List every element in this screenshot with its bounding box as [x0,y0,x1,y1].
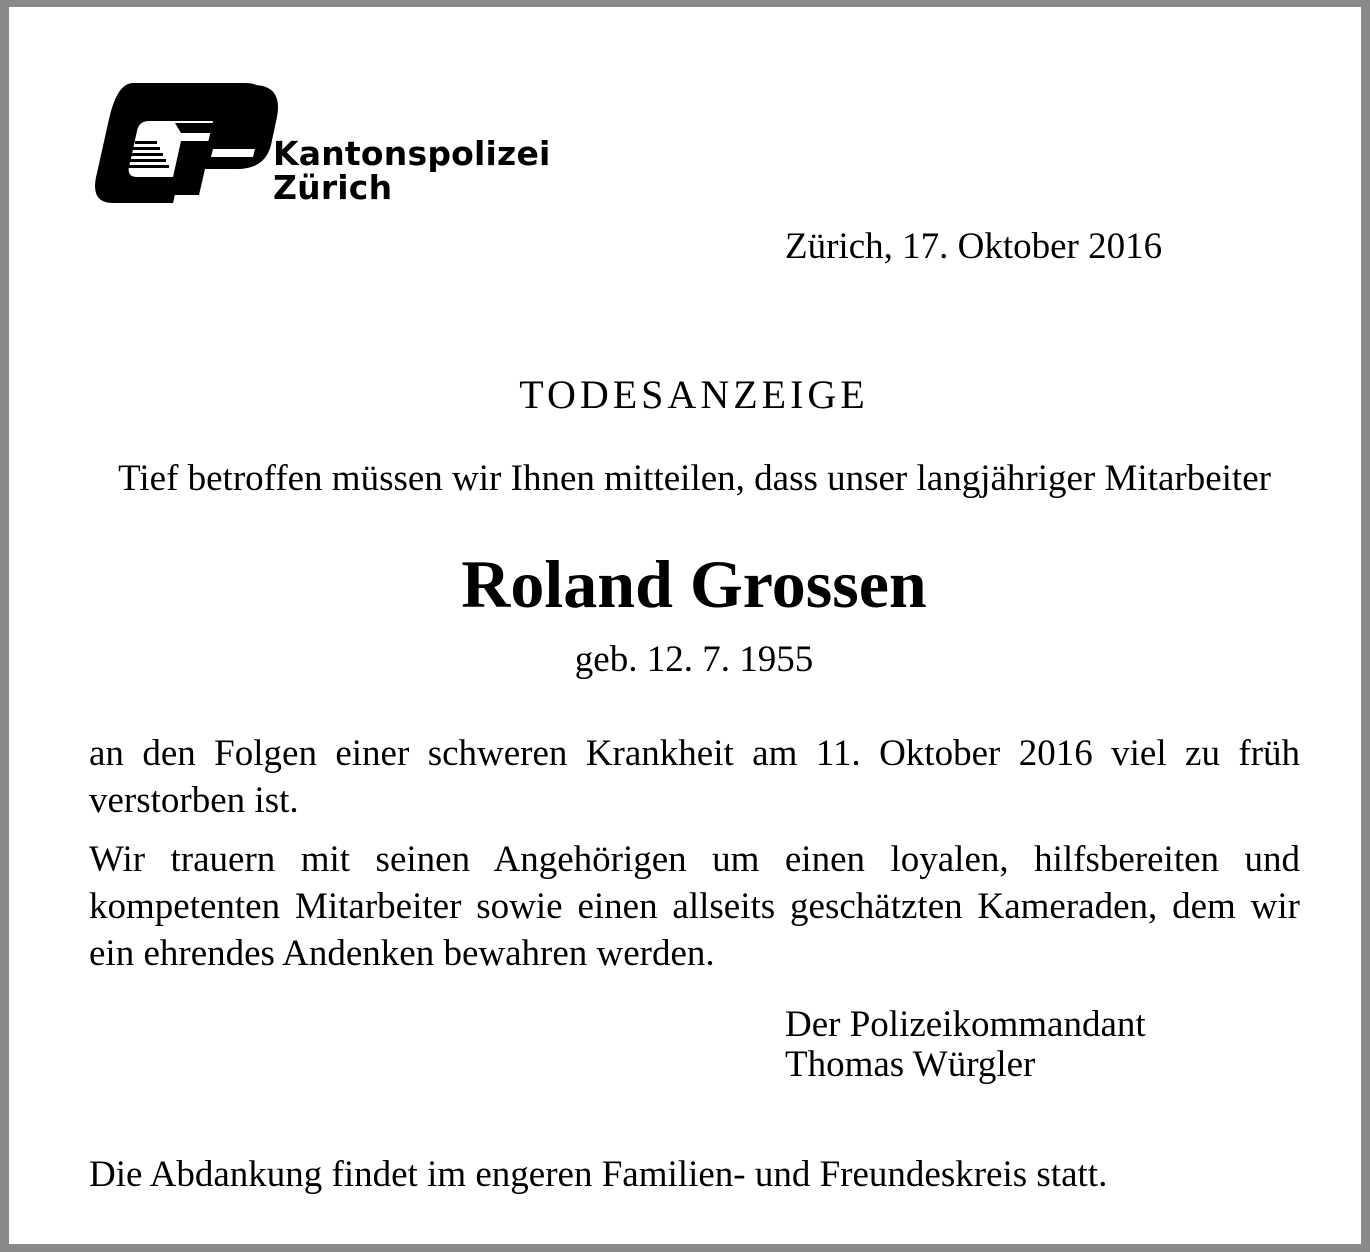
signature-block [785,1005,1146,1085]
logo-line-2: Zürich [273,168,393,207]
logo-line-1: Kantonspolizei [273,134,551,173]
document-heading: TODESANZEIGE [519,372,869,417]
paragraph-condolence: Wir trauern mit seinen Angehörigen um einen loyalen, hilfsbereiten und kompetenten Mitarbeiter sowie einen allseits geschätzten Kameraden, dem wir ein ehrendes Andenken bewahren werden. [89,839,1300,974]
document-date: Zürich, 17. Oktober 2016 [785,226,1163,267]
birth-date: geb. 12. 7. 1955 [574,639,814,680]
deceased-name: Roland Grossen [461,546,927,622]
signature-name: Thomas Würgler [785,1044,1036,1085]
logo-wordmark [273,134,551,207]
paragraph-death-notice: an den Folgen einer schweren Krankheit am 11. Oktober 2016 viel zu früh verstorben ist. [89,733,1300,821]
signature-title: Der Polizeikommandant [785,1004,1146,1045]
intro-text: Tief betroffen müssen wir Ihnen mitteilen, dass unser langjähriger Mitarbeiter [118,458,1271,499]
footer-note: Die Abdankung findet im engeren Familien- und Freundeskreis statt. [89,1154,1108,1195]
